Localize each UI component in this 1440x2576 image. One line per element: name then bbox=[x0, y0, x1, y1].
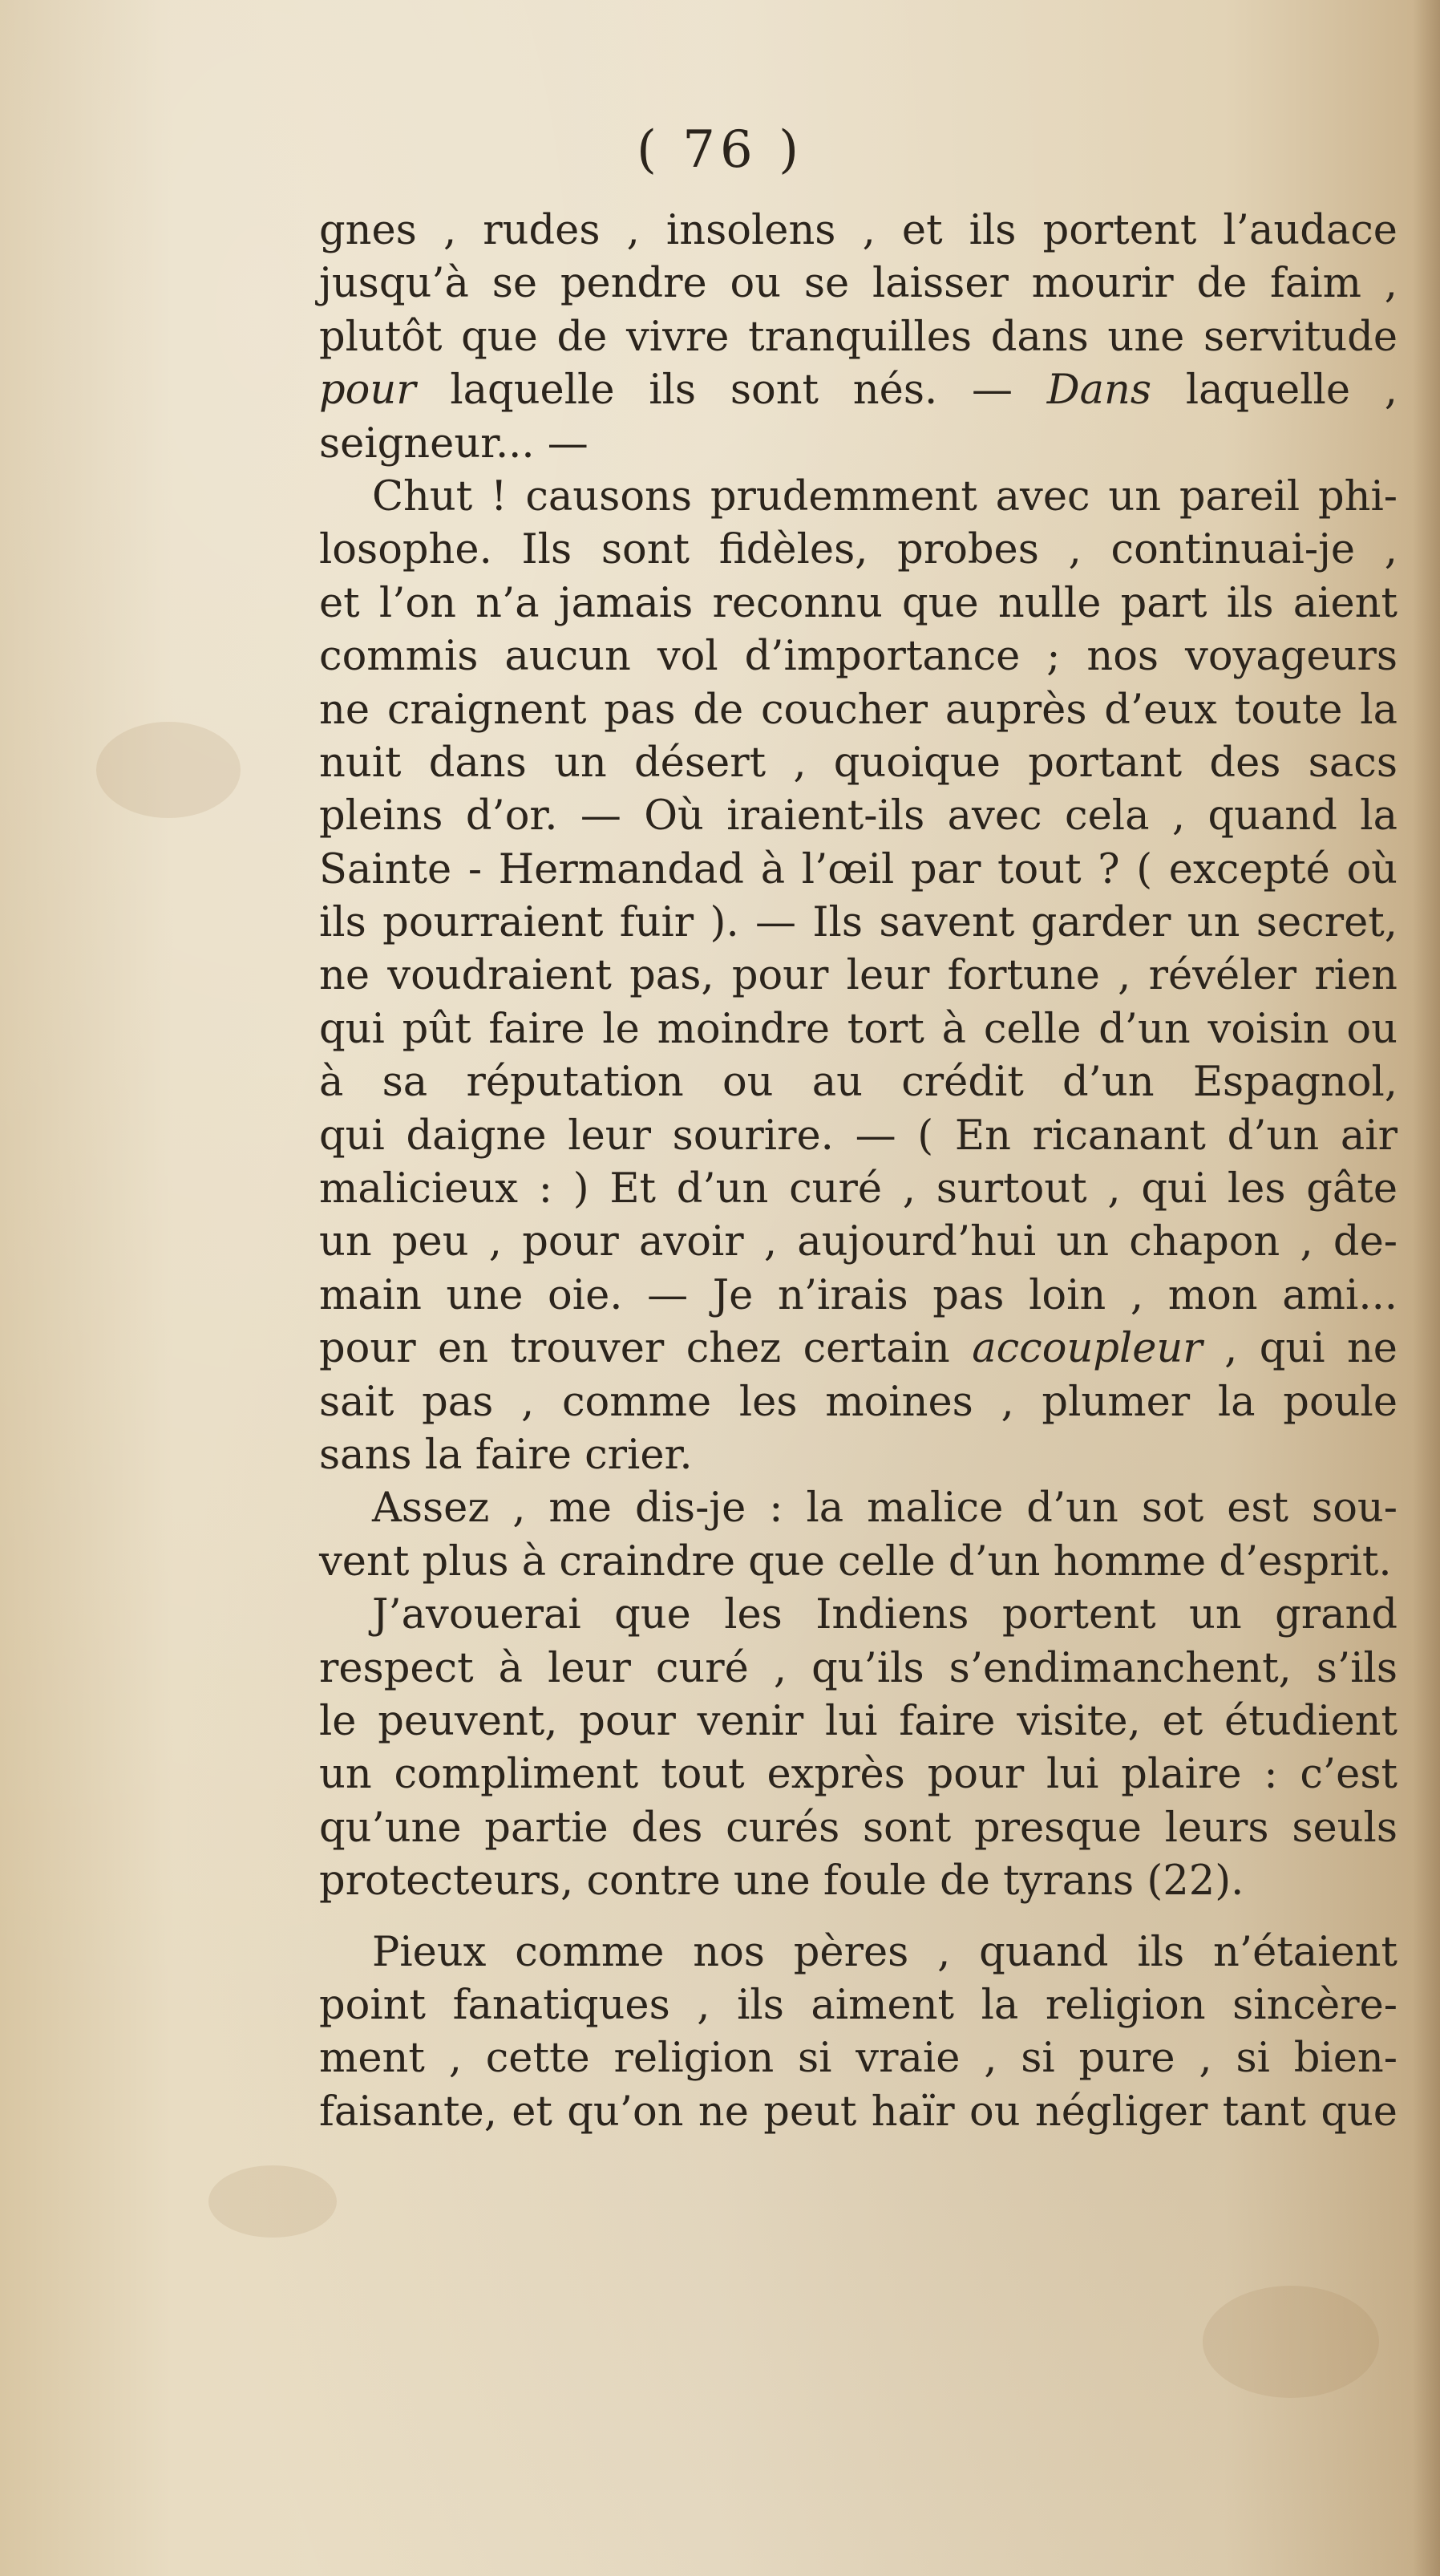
body-text bbox=[319, 205, 1398, 2139]
text-run: gnes , rudes , insolens , et ils portent l’audace bbox=[319, 207, 1398, 254]
text-run: losophe. Ils sont fidèles, probes , continuai-je , bbox=[319, 526, 1398, 574]
text-line bbox=[319, 418, 1398, 471]
text-line bbox=[319, 2032, 1398, 2085]
text-line bbox=[319, 311, 1398, 364]
text-run: seigneur... — bbox=[319, 419, 589, 468]
text-run: J’avouerai que les Indiens portent un grand bbox=[372, 1591, 1398, 1639]
text-line bbox=[319, 950, 1398, 1002]
text-line bbox=[319, 1376, 1398, 1429]
text-line bbox=[319, 1163, 1398, 1216]
text-line bbox=[319, 790, 1398, 843]
text-run: protecteurs, contre une foule de tyrans (22). bbox=[319, 1857, 1244, 1906]
page-number: ( 76 ) bbox=[636, 120, 804, 180]
text-run: ne craignent pas de coucher auprès d’eux toute la bbox=[319, 686, 1398, 734]
text-line bbox=[319, 1802, 1398, 1855]
text-line bbox=[319, 897, 1398, 950]
text-line bbox=[319, 1110, 1398, 1163]
text-line bbox=[319, 1216, 1398, 1269]
text-line bbox=[319, 364, 1398, 417]
text-line bbox=[319, 1695, 1398, 1748]
text-run: le peuvent, pour venir lui faire visite, et étudient bbox=[319, 1697, 1398, 1745]
text-run: ils pourraient fuir ). — Ils savent garder un secret, bbox=[319, 899, 1398, 947]
text-line bbox=[319, 524, 1398, 577]
text-line bbox=[319, 684, 1398, 737]
text-line bbox=[319, 1482, 1398, 1535]
text-run: main une oie. — Je n’irais pas loin , mon ami... bbox=[319, 1271, 1398, 1319]
text-run: pour en trouver chez certain bbox=[319, 1325, 973, 1373]
text-run: plutôt que de vivre tranquilles dans une servitude bbox=[319, 313, 1398, 361]
text-line bbox=[319, 577, 1398, 630]
text-run: pleins d’or. — Où iraient-ils avec cela , quand la bbox=[319, 792, 1398, 840]
paragraph bbox=[319, 205, 1398, 471]
text-run: et l’on n’a jamais reconnu que nulle part ils aient bbox=[319, 579, 1398, 627]
text-run: Assez , me dis-je : la malice d’un sot est sou- bbox=[372, 1484, 1398, 1533]
text-line bbox=[319, 1642, 1398, 1695]
text-run: respect à leur curé , qu’ils s’endimanchent, s’ils bbox=[319, 1644, 1398, 1692]
italic-text: pour bbox=[319, 367, 416, 415]
text-run: qu’une partie des curés sont presque leurs seuls bbox=[319, 1804, 1398, 1852]
italic-text: accoupleur bbox=[972, 1325, 1203, 1373]
paragraph bbox=[319, 1589, 1398, 1908]
text-line bbox=[319, 2086, 1398, 2139]
text-line bbox=[319, 205, 1398, 257]
text-run: ne voudraient pas, pour leur fortune , révéler rien bbox=[319, 952, 1398, 1000]
text-run: nuit dans un désert , quoique portant des sacs bbox=[319, 739, 1398, 787]
text-run: jusqu’à se pendre ou se laisser mourir de faim , bbox=[319, 260, 1398, 308]
text-line bbox=[319, 1429, 1398, 1482]
text-line bbox=[319, 1589, 1398, 1642]
paragraph bbox=[319, 1926, 1398, 2140]
paragraph-gap bbox=[319, 1909, 1398, 1926]
text-line bbox=[319, 737, 1398, 790]
foxing-stain bbox=[1203, 2286, 1379, 2398]
text-run: sait pas , comme les moines , plumer la poule bbox=[319, 1378, 1398, 1426]
text-run: laquelle , bbox=[1151, 367, 1398, 415]
text-run: Sainte - Hermandad à l’œil par tout ? ( excepté où bbox=[319, 845, 1398, 893]
text-run: faisante, et qu’on ne peut haïr ou négliger tant que bbox=[319, 2088, 1398, 2136]
text-line bbox=[319, 1270, 1398, 1322]
text-run: ment , cette religion si vraie , si pure , si bien- bbox=[319, 2035, 1398, 2083]
text-line bbox=[319, 1322, 1398, 1375]
foxing-stain bbox=[208, 2165, 337, 2238]
text-run: Chut ! causons prudemment avec un pareil phi- bbox=[372, 472, 1398, 520]
text-line bbox=[319, 471, 1398, 524]
text-run: vent plus à craindre que celle d’un homme d’esprit. bbox=[319, 1537, 1392, 1586]
foxing-stain bbox=[96, 722, 241, 818]
text-line bbox=[319, 1056, 1398, 1109]
text-line bbox=[319, 1748, 1398, 1801]
text-line bbox=[319, 1855, 1398, 1908]
text-run: à sa réputation ou au crédit d’un Espagnol, bbox=[319, 1059, 1398, 1107]
italic-text: Dans bbox=[1046, 367, 1152, 415]
text-run: sans la faire crier. bbox=[319, 1431, 693, 1479]
text-line bbox=[319, 1003, 1398, 1056]
text-run: commis aucun vol d’importance ; nos voyageurs bbox=[319, 633, 1398, 681]
paragraph bbox=[319, 1482, 1398, 1589]
text-line bbox=[319, 1536, 1398, 1589]
text-run: qui pût faire le moindre tort à celle d’un voisin ou bbox=[319, 1005, 1398, 1053]
text-line bbox=[319, 257, 1398, 310]
text-run: un peu , pour avoir , aujourd’hui un chapon , de- bbox=[319, 1218, 1398, 1266]
text-run: un compliment tout exprès pour lui plaire : c’est bbox=[319, 1751, 1398, 1799]
text-run: Pieux comme nos pères , quand ils n’étaient bbox=[372, 1928, 1398, 1976]
text-line bbox=[319, 1926, 1398, 1979]
text-run: laquelle ils sont nés. — bbox=[415, 367, 1047, 415]
text-line bbox=[319, 844, 1398, 897]
text-line bbox=[319, 630, 1398, 683]
text-run: , qui ne bbox=[1202, 1325, 1398, 1373]
page-edge-shadow bbox=[1413, 0, 1440, 2576]
text-run: malicieux : ) Et d’un curé , surtout , qui les gâte bbox=[319, 1165, 1398, 1213]
text-line bbox=[319, 1979, 1398, 2032]
text-run: point fanatiques , ils aiment la religion sincère- bbox=[319, 1981, 1398, 2029]
text-run: qui daigne leur sourire. — ( En ricanant d’un air bbox=[319, 1112, 1398, 1160]
paragraph bbox=[319, 471, 1398, 1482]
